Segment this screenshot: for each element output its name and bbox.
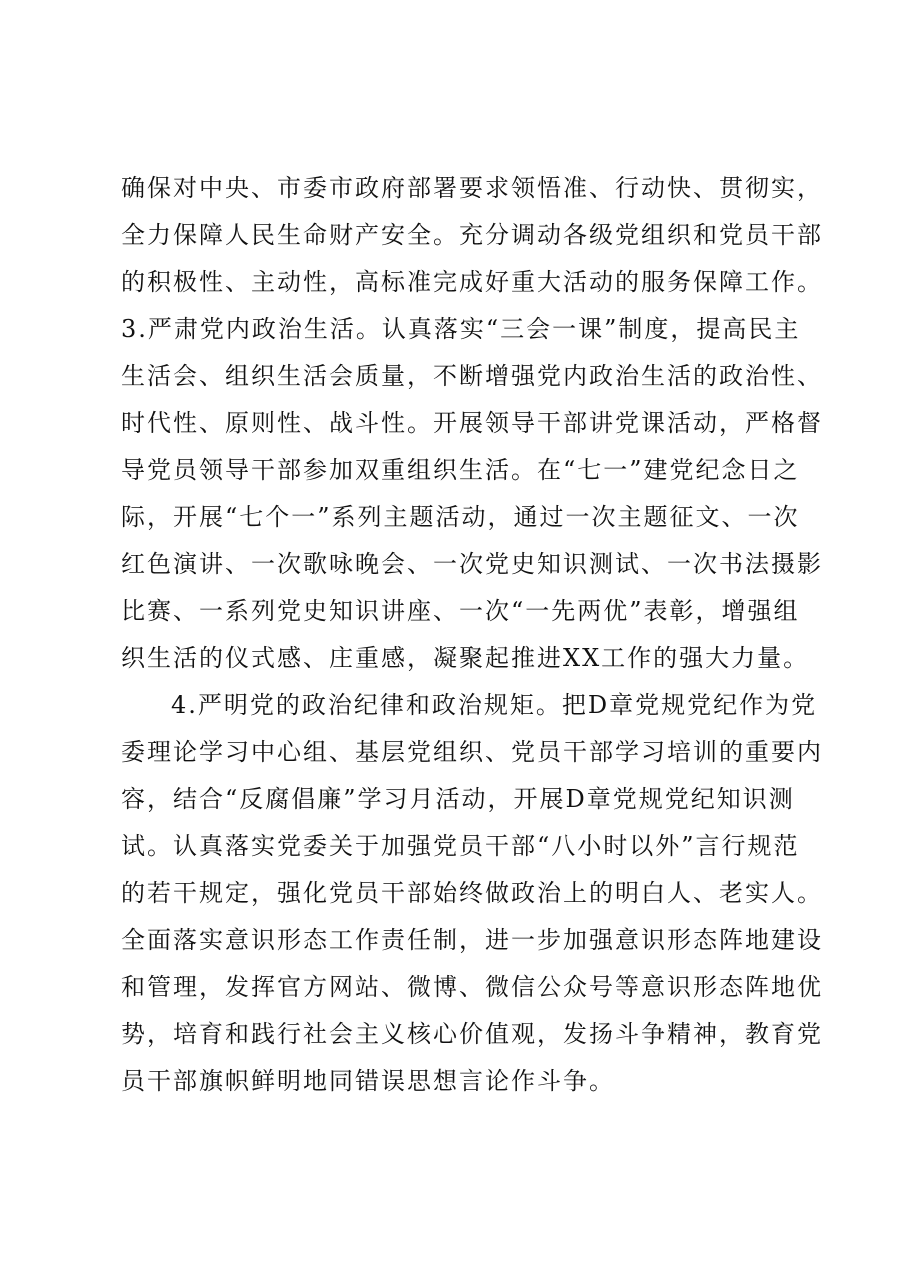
text-line: 导党员领导干部参加双重组织生活。在“七一”建党纪念日之 [121, 456, 800, 484]
text-line: 确保对中央、市委市政府部署要求领悟准、行动快、贯彻实， [121, 174, 823, 202]
text-line: 和管理，发挥官方网站、微博、微信公众号等意识形态阵地优 [121, 973, 823, 1001]
text-line: 试。认真落实党委关于加强党员干部“八小时以外”言行规范 [121, 832, 800, 860]
text-line: 时代性、原则性、战斗性。开展领导干部讲党课活动，严格督 [121, 409, 823, 437]
text-line: 际，开展“七个一”系列主题活动，通过一次主题征文、一次 [121, 503, 800, 531]
text-line: 红色演讲、一次歌咏晚会、一次党史知识测试、一次书法摄影 [121, 550, 823, 578]
text-line: 委理论学习中心组、基层党组织、党员干部学习培训的重要内 [121, 738, 823, 766]
text-line: 织生活的仪式感、庄重感，凝聚起推进XX工作的强大力量。 [121, 644, 810, 672]
text-line: 全面落实意识形态工作责任制，进一步加强意识形态阵地建设 [121, 926, 823, 954]
text-line: 比赛、一系列党史知识讲座、一次“一先两优”表彰，增强组 [121, 597, 800, 625]
text-line: 容，结合“反腐倡廉”学习月活动，开展D章党规党纪知识测 [121, 785, 795, 813]
text-line: 势，培育和践行社会主义核心价值观，发扬斗争精神，教育党 [121, 1020, 823, 1048]
body-text [121, 165, 821, 1105]
section-3-heading-line: 3.严肃党内政治生活。认真落实“三会一课”制度，提高民主 [121, 315, 801, 343]
text-line: 的若干规定，强化党员干部始终做政治上的明白人、老实人。 [121, 879, 823, 907]
text-line: 全力保障人民生命财产安全。充分调动各级党组织和党员干部 [121, 221, 823, 249]
section-4-heading-line: 4.严明党的政治纪律和政治规矩。把D章党规党纪作为党 [171, 691, 818, 719]
text-line: 的积极性、主动性，高标准完成好重大活动的服务保障工作。 [121, 268, 823, 296]
text-line: 生活会、组织生活会质量，不断增强党内政治生活的政治性、 [121, 362, 823, 390]
text-line: 员干部旗帜鲜明地同错误思想言论作斗争。 [121, 1067, 615, 1095]
